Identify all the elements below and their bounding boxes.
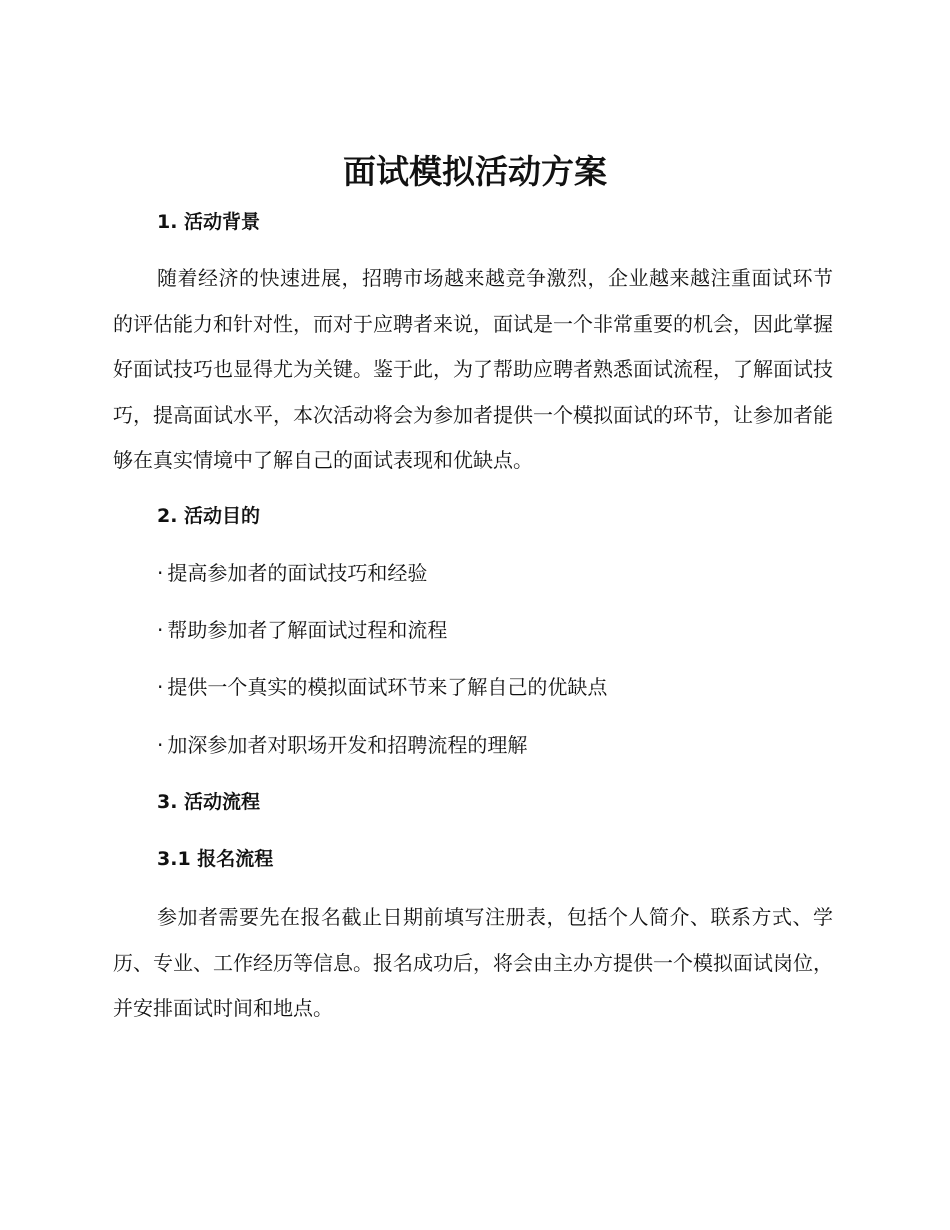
bullet-text: 帮助参加者了解面试过程和流程 [167,618,448,642]
purpose-bullet-item [157,616,447,644]
section-heading-background: 1. 活动背景 [157,211,261,233]
registration-paragraph: 参加者需要先在报名截止日期前填写注册表，包括个人简介、联系方式、学历、专业、工作经历等信息。报名成功后，将会由主办方提供一个模拟面试岗位，并安排面试时间和地点。 [113,905,833,1021]
purpose-bullet-item [157,673,607,701]
purpose-bullet-item [157,559,427,587]
bullet-text: 提高参加者的面试技巧和经验 [167,561,428,585]
document-title: 面试模拟活动方案 [343,152,607,191]
purpose-bullet-item [157,731,527,759]
subsection-heading-registration: 3.1 报名流程 [157,848,274,870]
section-heading-purpose: 2. 活动目的 [157,505,261,527]
bullet-marker: · [157,733,164,757]
background-paragraph: 随着经济的快速进展，招聘市场越来越竞争激烈，企业越来越注重面试环节的评估能力和针对性，而对于应聘者来说，面试是一个非常重要的机会，因此掌握好面试技巧也显得尤为关键。鉴于此，为了帮助应聘者熟悉面试流程，了解面试技巧，提高面试水平，本次活动将会为参加者提供一个模拟面试的环节，让参加者能够在真实情境中了解自己的面试表现和优缺点。 [113,266,833,473]
bullet-text: 提供一个真实的模拟面试环节来了解自己的优缺点 [167,675,608,699]
bullet-marker: · [157,675,164,699]
bullet-marker: · [157,561,164,585]
section-heading-process: 3. 活动流程 [157,791,261,813]
bullet-text: 加深参加者对职场开发和招聘流程的理解 [167,733,528,757]
bullet-marker: · [157,618,164,642]
